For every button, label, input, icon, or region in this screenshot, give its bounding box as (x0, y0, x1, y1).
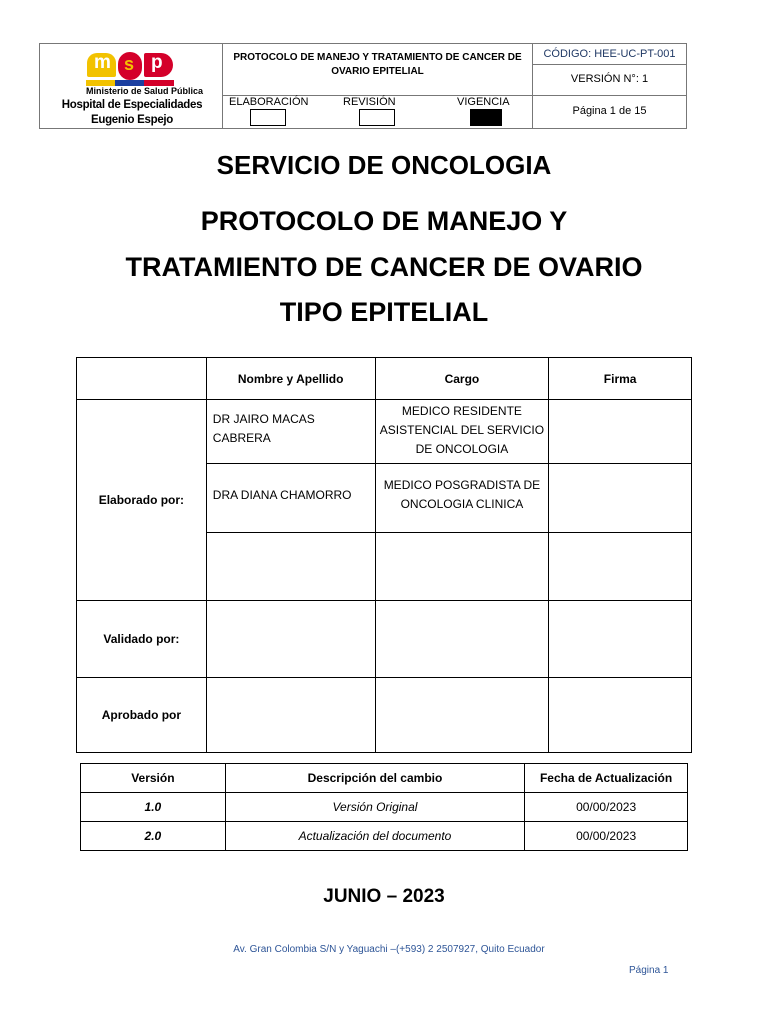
header-cell: Fecha de Actualización (525, 764, 688, 793)
header-cell: Versión (81, 764, 226, 793)
nombre-cell: DRA DIANA CHAMORRO (206, 464, 375, 533)
elaboracion-label: ELABORACIÓN (229, 96, 309, 108)
table-row (81, 764, 688, 793)
version-cell: 1.0 (81, 793, 226, 822)
document-header (39, 43, 687, 129)
footer-address: Av. Gran Colombia S/N y Yaguachi –(+593) 2 2507927, Quito Ecuador (233, 944, 545, 955)
ministerio-label: Ministerio de Salud Pública (86, 86, 204, 96)
header-cell: Firma (549, 358, 692, 400)
document-date: JUNIO – 2023 (323, 886, 445, 907)
vigencia-box (470, 109, 502, 126)
firma-cell (549, 400, 692, 464)
nombre-cell (206, 678, 375, 753)
main-title-line3: TIPO EPITELIAL (279, 297, 489, 327)
version-cell: 2.0 (81, 822, 226, 851)
cargo-cell: MEDICO RESIDENTE ASISTENCIAL DEL SERVICIO DE ONCOLOGIA (375, 400, 549, 464)
table-row (81, 793, 688, 822)
nombre-cell (206, 533, 375, 601)
header-cell (77, 358, 207, 400)
msp-logo (40, 44, 222, 128)
aprobado-label: Aprobado por (77, 678, 207, 753)
descripcion-cell: Versión Original (225, 793, 524, 822)
validado-label: Validado por: (77, 601, 207, 678)
descripcion-cell: Actualización del documento (225, 822, 524, 851)
firma-cell (549, 533, 692, 601)
nombre-cell (206, 601, 375, 678)
cargo-cell (375, 601, 549, 678)
service-title: SERVICIO DE ONCOLOGIA (216, 150, 552, 180)
cargo-cell: MEDICO POSGRADISTA DE ONCOLOGIA CLINICA (375, 464, 549, 533)
page-count: Página 1 de 15 (572, 105, 647, 117)
table-row (77, 601, 692, 678)
fecha-cell: 00/00/2023 (525, 822, 688, 851)
firma-cell (549, 678, 692, 753)
logo-m-shape: m (87, 53, 116, 77)
document-code: CÓDIGO: HEE-UC-PT-001 (543, 48, 676, 60)
fecha-cell: 00/00/2023 (525, 793, 688, 822)
logo-s-shape: s (118, 52, 142, 80)
footer-page-number: Página 1 (629, 965, 669, 976)
header-cell: Cargo (375, 358, 549, 400)
vigencia-label: VIGENCIA (457, 96, 510, 108)
header-cell: Nombre y Apellido (206, 358, 375, 400)
nombre-cell: DR JAIRO MACAS CABRERA (206, 400, 375, 464)
firma-cell (549, 464, 692, 533)
table-row (77, 400, 692, 464)
elaborado-label: Elaborado por: (77, 400, 207, 601)
firma-cell (549, 601, 692, 678)
signature-table (76, 357, 692, 753)
table-row (81, 822, 688, 851)
logo-p-shape: p (144, 53, 173, 77)
elaboracion-box (250, 109, 286, 126)
protocol-title: PROTOCOLO DE MANEJO Y TRATAMIENTO DE CANCER DE OVARIO EPITELIAL (233, 52, 522, 77)
table-row (77, 358, 692, 400)
header-cell: Descripción del cambio (225, 764, 524, 793)
revision-box (359, 109, 395, 126)
revision-label: REVISIÓN (343, 96, 396, 108)
hospital-name: Hospital de Especialidades Eugenio Espejo (61, 99, 203, 126)
cargo-cell (375, 678, 549, 753)
version-table (80, 763, 688, 851)
main-title-line1: PROTOCOLO DE MANEJO Y (200, 206, 568, 236)
version-number: VERSIÓN N°: 1 (570, 73, 649, 85)
main-title-line2: TRATAMIENTO DE CANCER DE OVARIO (125, 252, 643, 282)
table-row (77, 678, 692, 753)
cargo-cell (375, 533, 549, 601)
